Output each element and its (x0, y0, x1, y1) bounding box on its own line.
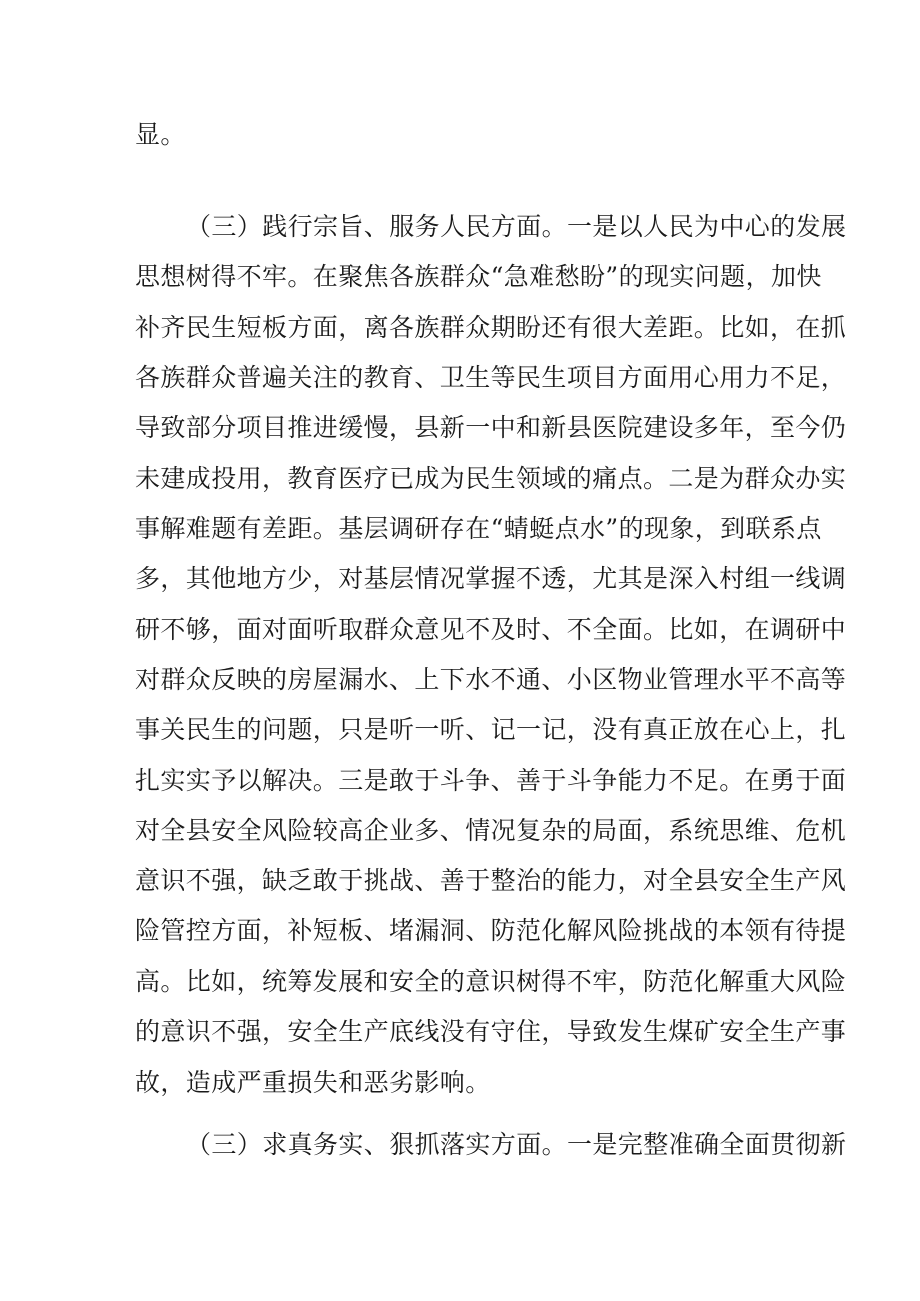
text-line: 扎实实予以解决。三是敢于斗争、善于斗争能力不足。在勇于面 (135, 766, 847, 795)
text-line: 多，其他地方少，对基层情况掌握不透，尤其是深入村组一线调 (135, 564, 847, 593)
text-line: 思想树得不牢。在聚焦各族群众“急难愁盼”的现实问题，加快 (135, 262, 822, 291)
text-line: 对群众反映的房屋漏水、上下水不通、小区物业管理水平不高等 (135, 665, 847, 694)
text-line: 导致部分项目推进缓慢，县新一中和新县医院建设多年，至今仍 (135, 413, 847, 442)
text-line: 对全县安全风险较高企业多、情况复杂的局面，系统思维、危机 (135, 816, 847, 845)
text-line: 故，造成严重损失和恶劣影响。 (135, 1068, 491, 1097)
text-line: 高。比如，统筹发展和安全的意识树得不牢，防范化解重大风险 (135, 967, 847, 996)
text-line: 意识不强，缺乏敢于挑战、善于整治的能力，对全县安全生产风 (135, 866, 847, 895)
text-line: 研不够，面对面听取群众意见不及时、不全面。比如，在调研中 (135, 615, 847, 644)
text-line: 的意识不强，安全生产底线没有守住，导致发生煤矿安全生产事 (135, 1017, 847, 1046)
text-line: 事解难题有差距。基层调研存在“蜻蜓点水”的现象，到联系点 (135, 514, 822, 543)
text-line: 未建成投用，教育医疗已成为民生领域的痛点。二是为群众办实 (135, 464, 847, 493)
text-line: 事关民生的问题，只是听一听、记一记，没有真正放在心上，扎 (135, 715, 847, 744)
section-heading-line: （三）践行宗旨、服务人民方面。一是以人民为中心的发展 (186, 212, 847, 241)
text-line: 险管控方面，补短板、堵漏洞、防范化解风险挑战的本领有待提 (135, 916, 847, 945)
text-line: 显。 (135, 120, 186, 149)
text-line: 补齐民生短板方面，离各族群众期盼还有很大差距。比如，在抓 (135, 313, 847, 342)
section-heading-line: （三）求真务实、狠抓落实方面。一是完整准确全面贯彻新 (186, 1130, 847, 1159)
text-line: 各族群众普遍关注的教育、卫生等民生项目方面用心用力不足， (135, 363, 847, 392)
